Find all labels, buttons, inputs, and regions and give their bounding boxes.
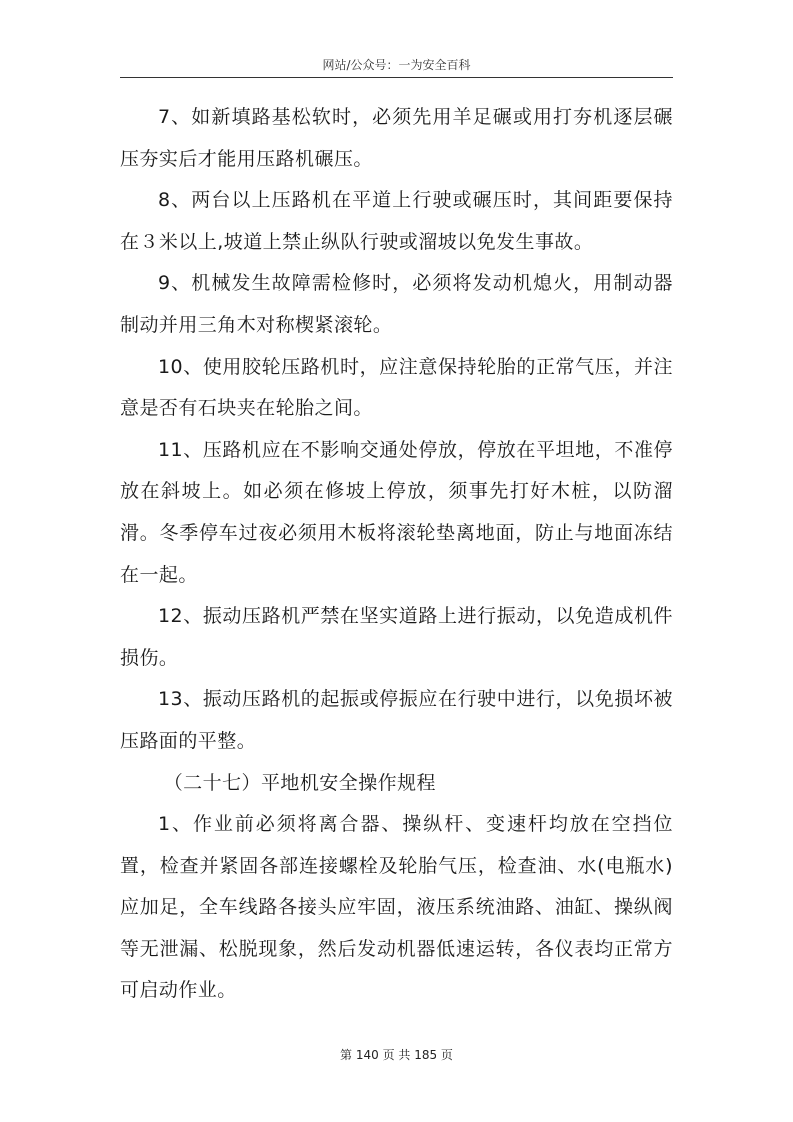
document-body: [120, 97, 673, 1012]
page-header: 网站/公众号：一为安全百科: [322, 58, 471, 72]
section-heading: （二十七）平地机安全操作规程: [163, 771, 436, 794]
page-number: 第 140 页 共 185 页: [340, 1048, 453, 1062]
paragraph-item-13: 13、振动压路机的起振或停振应在行驶中进行，以免损坏被压路面的平整。: [120, 688, 673, 752]
paragraph-item-7: 7、如新填路基松软时，必须先用羊足碾或用打夯机逐层碾压夯实后才能用压路机碾压。: [120, 106, 673, 170]
paragraph-item-12: 12、振动压路机严禁在坚实道路上进行振动，以免造成机件损伤。: [120, 605, 673, 669]
paragraph-item-11: 11、压路机应在不影响交通处停放，停放在平坦地，不准停放在斜坡上。如必须在修坡上停放，须事先打好木桩，以防溜滑。冬季停车过夜必须用木板将滚轮垫离地面，防止与地面冻结在一起。: [120, 438, 673, 586]
paragraph-item-10: 10、使用胶轮压路机时，应注意保持轮胎的正常气压，并注意是否有石块夹在轮胎之间。: [120, 355, 673, 420]
paragraph-item-8: 8、两台以上压路机在平道上行驶或碾压时，其间距要保持在３米以上,坡道上禁止纵队行驶或溜坡以免发生事故。: [120, 189, 673, 253]
paragraph-item-1: 1、作业前必须将离合器、操纵杆、变速杆均放在空挡位置，检查并紧固各部连接螺栓及轮胎气压，检查油、水(电瓶水)应加足，全车线路各接头应牢固，液压系统油路、油缸、操纵阀等无泄漏、松脱现象，然后发动机器低速运转，各仪表均正常方可启动作业。: [120, 813, 673, 1002]
header-divider: [120, 77, 673, 78]
paragraph-item-9: 9、机械发生故障需检修时，必须将发动机熄火，用制动器制动并用三角木对称楔紧滚轮。: [120, 272, 673, 336]
